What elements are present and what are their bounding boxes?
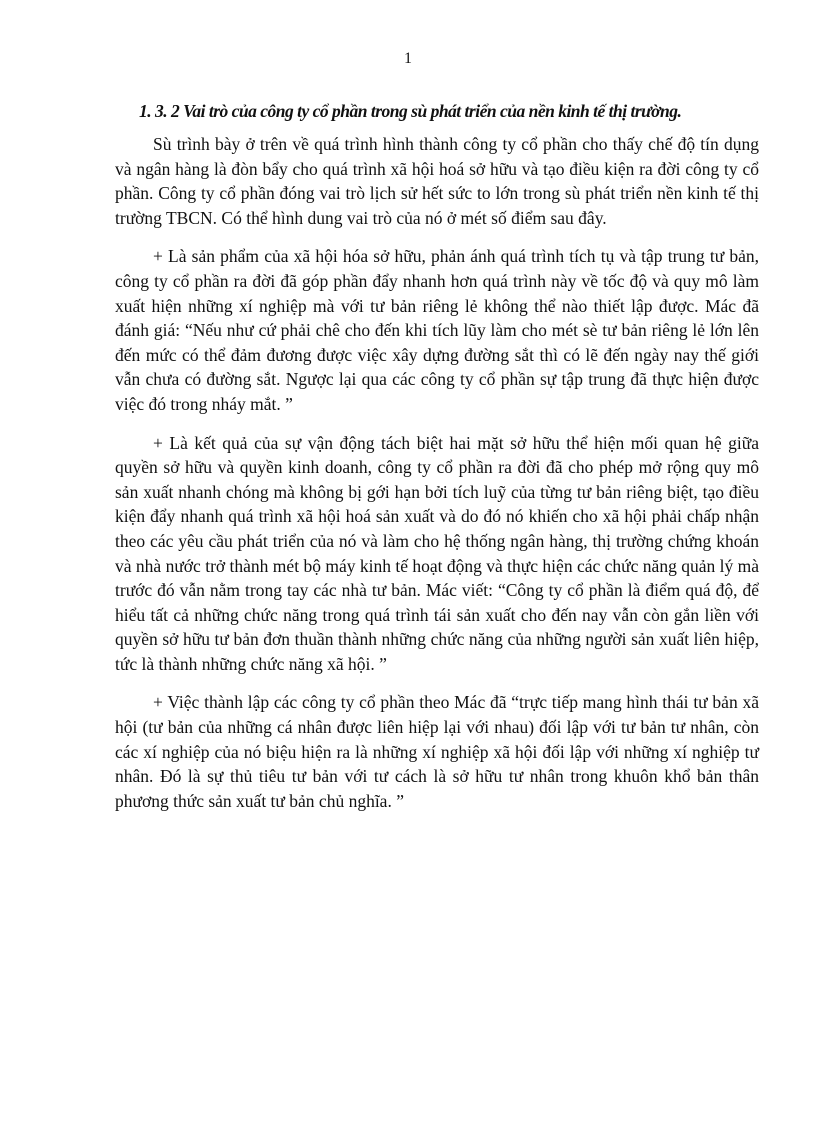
paragraph-point-1: + Là sản phẩm của xã hội hóa sở hữu, phản ánh quá trình tích tụ và tập trung tư bản, công ty cổ phần ra đời đã góp phần đẩy nhanh hơn quá trình này về tốc độ và quy mô làm xuất hiện những xí nghiệp mà với tư bản riêng lẻ không thể nào thiết lập được. Mác đã đánh giá: “Nếu như cứ phải chê cho đến khi tích lũy làm cho mét sè tư bản riêng lẻ lớn lên đến mức có thể đảm đương được việc xây dựng đường sắt thì có lẽ đến ngày nay thế giới vẫn chưa có đường sắt. Ngược lại qua các công ty cổ phần sự tập trung đã thực hiện được việc đó trong nháy mắt. ” <box>115 246 759 414</box>
section-heading: 1. 3. 2 Vai trò của công ty cổ phần trong sù phát triển của nền kinh tế thị trường. <box>139 101 682 121</box>
paragraph-point-3: + Việc thành lập các công ty cổ phần theo Mác đã “trực tiếp mang hình thái tư bản xã hội (tư bản của những cá nhân được liên hiệp lại với nhau) đối lập với tư bản tư nhân, còn các xí nghiệp của nó biệu hiện ra là những xí nghiệp xã hội đối lập với những xí nghiệp tư nhân. Đó là sự thủ tiêu tư bản với tư cách là sở hữu tư nhân trong khuôn khổ bản thân phương thức sản xuất tư bản chủ nghĩa. ” <box>115 692 759 811</box>
paragraph-intro: Sù trình bày ở trên về quá trình hình thành công ty cổ phần cho thấy chế độ tín dụng và ngân hàng là đòn bẩy cho quá trình xã hội hoá sở hữu và tạo điều kiện ra đời công ty cổ phần. Công ty cổ phần đóng vai trò lịch sử hết sức to lớn trong sù phát triển nền kinh tế thị trường TBCN. Có thể hình dung vai trò của nó ở mét số điểm sau đây. <box>115 134 759 228</box>
paragraph-point-2: + Là kết quả của sự vận động tách biệt hai mặt sở hữu thể hiện mối quan hệ giữa quyền sở hữu và quyền kinh doanh, công ty cổ phần ra đời đã cho phép mở rộng quy mô sản xuất nhanh chóng mà không bị gới hạn bởi tích luỹ của từng tư bản riêng biệt, tạo điều kiện đẩy nhanh quá trình xã hội hoá sản xuất và do đó nó khiến cho xã hội phải chấp nhận theo các yêu cầu phát triển của nó và làm cho hệ thống ngân hàng, thị trường chứng khoán và nhà nước trở thành mét bộ máy kinh tế hoạt động và thực hiện các chức năng quản lý mà trước đó vẫn nằm trong tay các nhà tư bản. Mác viết: “Công ty cổ phần là điểm quá độ, để hiểu tất cả những chức năng trong quá trình tái sản xuất cho đến nay vẫn còn gắn liền với quyền sở hữu tư bản đơn thuần thành những chức năng của những người sản xuất liên hiệp, tức là thành những chức năng xã hội. ” <box>115 432 759 674</box>
page-number: 1 <box>404 50 412 67</box>
document-body <box>115 96 759 827</box>
